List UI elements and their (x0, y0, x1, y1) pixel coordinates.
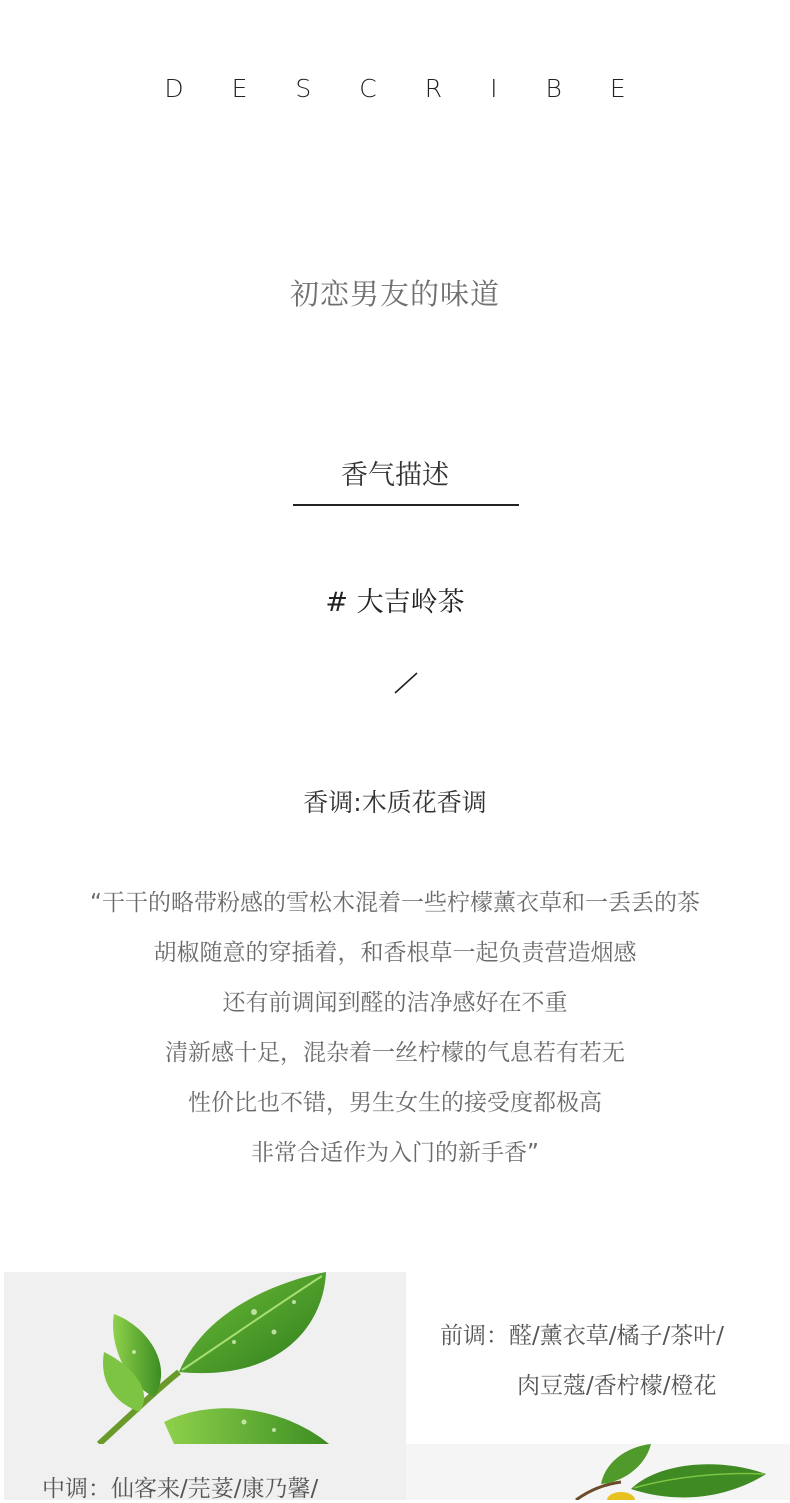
lemon-illustration (406, 1444, 790, 1500)
top-notes-line: 肉豆蔻/香柠檬/橙花 (517, 1373, 717, 1399)
lemon-branch-image (406, 1444, 790, 1500)
fragrance-family: 香调:木质花香调 (303, 788, 487, 817)
section-title-underline (293, 504, 519, 506)
description-line: 胡椒随意的穿插着，和香根草一起负责营造烟感 (153, 940, 637, 966)
subtitle: 初恋男友的味道 (289, 277, 500, 311)
description-line: 还有前调闻到醛的洁净感好在不重 (222, 990, 568, 1016)
description-block (0, 878, 790, 1178)
fragrance-tag: # 大吉岭茶 (325, 587, 465, 618)
top-notes-panel (406, 1272, 790, 1444)
description-line: “干干的略带粉感的雪松木混着一些柠檬薰衣草和一丢丢的茶 (90, 890, 700, 916)
description-line: 非常合适作为入门的新手香” (251, 1140, 539, 1166)
slash-divider-icon (381, 662, 431, 712)
description-line: 清新感十足，混杂着一丝柠檬的气息若有若无 (165, 1040, 625, 1066)
middle-notes-line: 中调：仙客来/芫荽/康乃馨/ (42, 1476, 319, 1502)
top-notes-line: 前调：醛/薰衣草/橘子/茶叶/ (440, 1323, 724, 1349)
describe-heading: DESCRIBE (164, 74, 674, 103)
description-line: 性价比也不错，男生女生的接受度都极高 (188, 1090, 602, 1116)
section-title: 香气描述 (341, 460, 449, 491)
green-tea-leaf-image (4, 1272, 406, 1444)
tea-leaf-illustration (4, 1272, 406, 1444)
